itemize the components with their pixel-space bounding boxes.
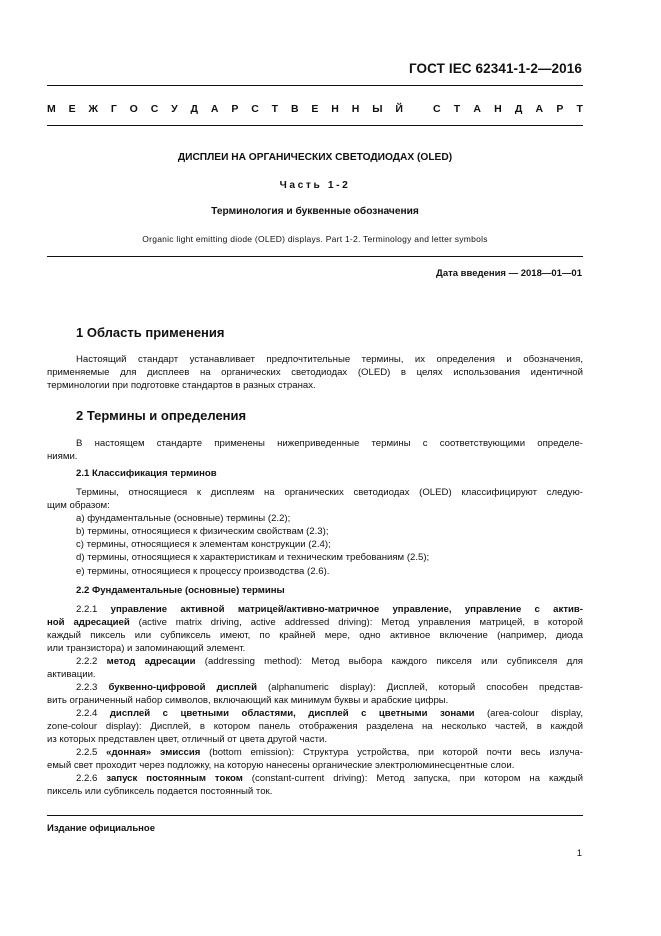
term-definition: (constant-current driving): Метод запуска, при котором на каждый [242, 773, 584, 784]
banner-letter: Т [576, 103, 583, 115]
section-1-heading: 1 Область применения [76, 325, 225, 340]
term-definition: (active matrix driving, active addressed driving): Метод управления матрицей, в которой [129, 617, 584, 629]
banner-letter: А [210, 103, 219, 115]
term-2-2-3 [47, 681, 583, 707]
banner-letter: Т [453, 103, 461, 115]
banner-letter: Й [395, 103, 403, 115]
english-title: Organic light emitting diode (OLED) displays. Part 1-2. Terminology and letter symbols [142, 234, 488, 244]
banner-letter: Н [331, 103, 339, 115]
list-item: a) фундаментальные (основные) термины (2.2); [76, 513, 291, 525]
banner-rule [47, 125, 583, 126]
banner-letter: А [535, 103, 544, 115]
term-2-2-5 [47, 746, 583, 772]
term-line [76, 603, 583, 616]
term-name: «донная» эмиссия [106, 747, 201, 758]
official-edition: Издание официальное [47, 823, 155, 834]
list-item: e) термины, относящиеся к процессу производства (2.6). [76, 565, 330, 577]
term-2-2-2 [47, 655, 584, 681]
text-line: Настоящий стандарт устанавливает предпочтительные термины, их определения и обозначения, [76, 354, 583, 365]
term-definition: (alphanumeric display): Дисплей, который способен представ- [256, 682, 583, 693]
term-line [76, 655, 583, 668]
banner-letter: С [251, 103, 259, 115]
term-2-2-4 [47, 707, 583, 746]
standard-word [433, 103, 583, 115]
banner-letter: У [171, 103, 178, 115]
text-line: пиксель или субпиксель подается постоянный ток. [47, 786, 273, 798]
banner-letter: А [473, 103, 481, 115]
term-number: 2.2.4 [76, 708, 98, 719]
banner-letter: Ж [88, 103, 98, 115]
term-number: 2.2.1 [76, 604, 98, 615]
term-line [76, 707, 583, 720]
term-line [76, 681, 583, 694]
list-item: b) термины, относящиеся к физическим свойствам (2.3); [76, 526, 329, 538]
header-rule [47, 85, 583, 86]
text-line: из которых представлен цвет, отличный от цвета другой части. [47, 734, 328, 746]
text-line: применяемые для дисплеев на органических светодиодах (OLED) в целях использования идентичной [47, 367, 583, 379]
section-2-heading: 2 Термины и определения [76, 408, 247, 423]
term-name: управление активной матрицей/активно-матричное управление, управление с актив- [110, 604, 584, 615]
term-name: дисплей с цветными областями, дисплей с цветными зонами [109, 708, 475, 719]
term-definition: (bottom emission): Структура устройства, при которой почти весь излуча- [200, 747, 583, 758]
banner-letter: Г [110, 103, 117, 115]
banner-letter: Р [231, 103, 239, 115]
term-2-2-6 [47, 772, 584, 798]
document-subtitle: Терминология и буквенные обозначения [211, 206, 419, 217]
term-number: 2.2.6 [76, 773, 98, 784]
text-line: емый свет проходит через подложку, на которую нанесены органические электролюминесцентные слои. [47, 760, 515, 772]
term-number: 2.2.5 [76, 747, 98, 758]
banner-letter: Н [351, 103, 360, 115]
text-line: активации. [47, 669, 96, 681]
banner-letter: Т [271, 103, 279, 115]
banner-letter: С [150, 103, 159, 115]
banner-letter: О [129, 103, 138, 115]
banner-letter: Е [311, 103, 319, 115]
section-1-text [47, 353, 583, 392]
banner-letter: Д [514, 103, 523, 115]
text-line: Термины, относящиеся к дисплеям на органических светодиодах (OLED) классифицируют следую- [76, 487, 583, 498]
text-line: терминологии при подготовке стандартов в разных странах. [47, 380, 316, 392]
term-line [76, 772, 583, 785]
text-line: вить ограниченный набор символов, включающий как минимум буквы и арабские цифры. [47, 695, 449, 707]
banner-letter: М [47, 103, 56, 115]
list-item: c) термины, относящиеся к элементам конструкции (2.4); [76, 539, 331, 551]
footer-rule [47, 815, 583, 816]
subsection-2-1-text [47, 486, 583, 578]
text-line: щим образом: [47, 500, 110, 512]
term-number: 2.2.3 [76, 682, 98, 693]
text-line: В настоящем стандарте применены нижеприведенные термины с соответствующими определе- [76, 438, 583, 449]
term-name: запуск постоянным током [106, 773, 243, 784]
subsection-2-1-heading: 2.1 Классификация терминов [76, 468, 217, 479]
banner-letter: Н [494, 103, 502, 115]
section-2-intro [47, 437, 583, 463]
banner-letter: В [290, 103, 299, 115]
standard-id: ГОСТ IEC 62341-1-2—2016 [408, 61, 582, 76]
text-line: каждый пиксель или субпиксель имеют, по крайней мере, одно активное включение (например, диода [47, 630, 583, 642]
text-line: ниями. [47, 451, 78, 463]
term-definition: (addressing method): Метод выбора каждого пикселя или субпикселя для [195, 656, 584, 667]
banner-letter: Д [190, 103, 199, 115]
title-rule [47, 256, 583, 257]
interstate-standard-banner [47, 103, 583, 115]
banner-letter: Ы [372, 103, 383, 115]
banner-letter: Р [556, 103, 564, 115]
interstate-word [47, 103, 403, 115]
term-name: буквенно-цифровой дисплей [108, 682, 257, 693]
term-definition: (area-colour display, [474, 708, 583, 719]
document-part: Часть 1-2 [279, 180, 351, 191]
subsection-2-2-heading: 2.2 Фундаментальные (основные) термины [76, 585, 285, 596]
banner-letter: С [433, 103, 441, 115]
text-line: или транзистора) и запоминающий элемент. [47, 643, 246, 655]
banner-letter: Е [68, 103, 76, 115]
term-name: метод адресации [106, 656, 196, 667]
term-line [47, 616, 583, 629]
text-line: zone-colour display): Дисплей, в котором панель отображения разделена на несколько частей, в каждой [47, 721, 583, 733]
term-2-2-1 [47, 603, 584, 655]
term-number: 2.2.2 [76, 656, 98, 667]
document-title: ДИСПЛЕИ НА ОРГАНИЧЕСКИХ СВЕТОДИОДАХ (OLED) [177, 152, 453, 163]
term-name-cont: ной адресацией [47, 617, 130, 629]
term-line [76, 746, 583, 759]
introduction-date: Дата введения — 2018—01—01 [436, 268, 582, 279]
list-item: d) термины, относящиеся к характеристикам и техническим требованиям (2.5); [76, 552, 430, 564]
page-number: 1 [576, 848, 582, 859]
